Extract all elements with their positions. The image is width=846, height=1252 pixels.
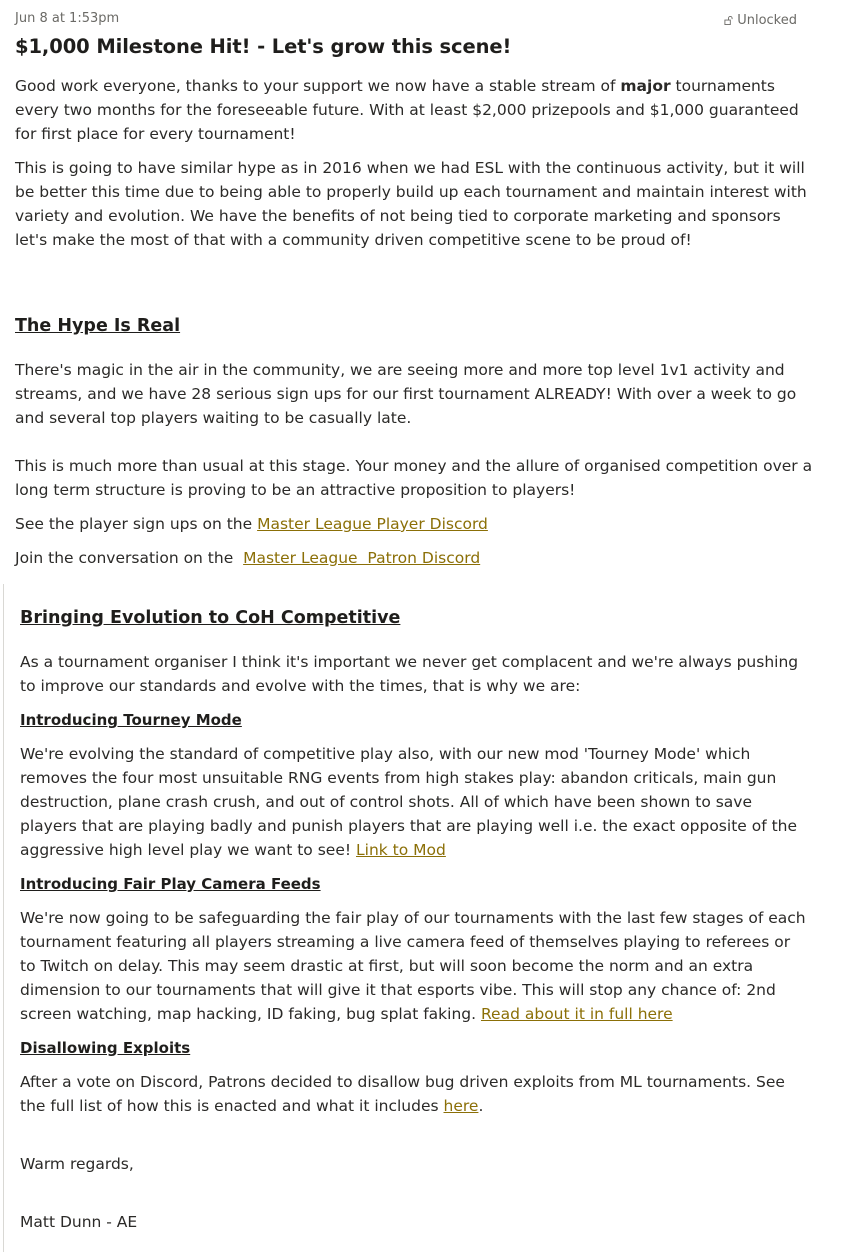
exploits-end: . xyxy=(478,1097,484,1115)
blockquote xyxy=(3,584,816,1252)
access-label: Unlocked xyxy=(737,13,797,28)
patron-discord-link[interactable]: Master League Patron Discord xyxy=(243,549,481,567)
exploits-text xyxy=(20,1070,810,1118)
intro-text-a: Good work everyone, thanks to your support we now have a stable stream of xyxy=(15,77,621,95)
post-title: $1,000 Milestone Hit! - Let's grow this scene! xyxy=(15,35,512,58)
mod-link[interactable]: Link to Mod xyxy=(356,841,446,859)
camera-feeds-text xyxy=(20,906,810,1026)
read-full-link[interactable]: Read about it in full here xyxy=(480,1005,673,1023)
regards: Warm regards, xyxy=(20,1155,134,1173)
lock-open-icon xyxy=(724,16,733,25)
tourney-mode-text xyxy=(20,742,810,862)
tourney-mode-heading: Introducing Tourney Mode xyxy=(20,711,242,729)
hype-paragraph-1: There's magic in the air in the community, we are seeing more and more top level 1v1 activity and streams, and we have 28 serious sign ups for our first tournament ALREADY! With over a week to go and several top players waiting to be casually late. xyxy=(15,361,797,427)
evolution-intro: As a tournament organiser I think it's important we never get complacent and we're always pushing to improve our standards and evolve with the times, that is why we are: xyxy=(20,653,799,695)
post-body xyxy=(15,74,815,580)
hype-heading: The Hype Is Real xyxy=(15,316,181,336)
player-discord-link[interactable]: Master League Player Discord xyxy=(257,515,488,533)
convo-line xyxy=(15,546,815,570)
camera-feeds-heading: Introducing Fair Play Camera Feeds xyxy=(20,875,321,893)
tourney-mode-body: We're evolving the standard of competitive play also, with our new mod 'Tourney Mode' which removes the four most unsuitable RNG events from high stakes play: abandon criticals, main gun destruction, plane crash crush, and out of control shots. All of which have been shown to save players that are playing badly and punish players that are playing well i.e. the exact opposite of the aggressive high level play we want to see! xyxy=(20,745,798,859)
post-date: Jun 8 at 1:53pm xyxy=(15,11,120,26)
intro-bold: major xyxy=(620,77,671,95)
exploits-body: After a vote on Discord, Patrons decided to disallow bug driven exploits from ML tournaments. See the full list of how this is enacted and what it includes xyxy=(20,1073,785,1115)
exploits-here-link[interactable]: here xyxy=(443,1097,479,1115)
intro-paragraph-2: This is going to have similar hype as in 2016 when we had ESL with the continuous activity, but it will be better this time due to being able to properly build up each tournament and maintain interest with variety and evolution. We have the benefits of not being tied to corporate marketing and sponsors let's make the most of that with a community driven competitive scene to be proud of! xyxy=(15,159,807,249)
exploits-heading: Disallowing Exploits xyxy=(20,1039,191,1057)
convo-text: Join the conversation on the xyxy=(15,549,244,567)
signups-text: See the player sign ups on the xyxy=(15,515,258,533)
signups-line xyxy=(15,512,815,536)
intro-text-b: tournaments every two months for the foreseeable future. With at least $2,000 prizepools and $1,000 guaranteed for first place for every tournament! xyxy=(15,77,799,143)
camera-feeds-body: We're now going to be safeguarding the fair play of our tournaments with the last few stages of each tournament featuring all players streaming a live camera feed of themselves playing to referees or to Twitch on delay. This may seem drastic at first, but will soon become the norm and an extra dimension to our tournaments that will give it that esports vibe. This will stop any chance of: 2nd screen watching, map hacking, ID faking, bug splat faking. xyxy=(20,909,806,1023)
access-status xyxy=(724,13,797,28)
intro-paragraph-1 xyxy=(15,74,815,146)
blockquote-content xyxy=(20,584,810,1244)
signature: Matt Dunn - AE xyxy=(20,1213,138,1231)
evolution-heading: Bringing Evolution to CoH Competitive xyxy=(20,608,401,628)
hype-paragraph-2: This is much more than usual at this stage. Your money and the allure of organised competition over a long term structure is proving to be an attractive proposition to players! xyxy=(15,457,813,499)
